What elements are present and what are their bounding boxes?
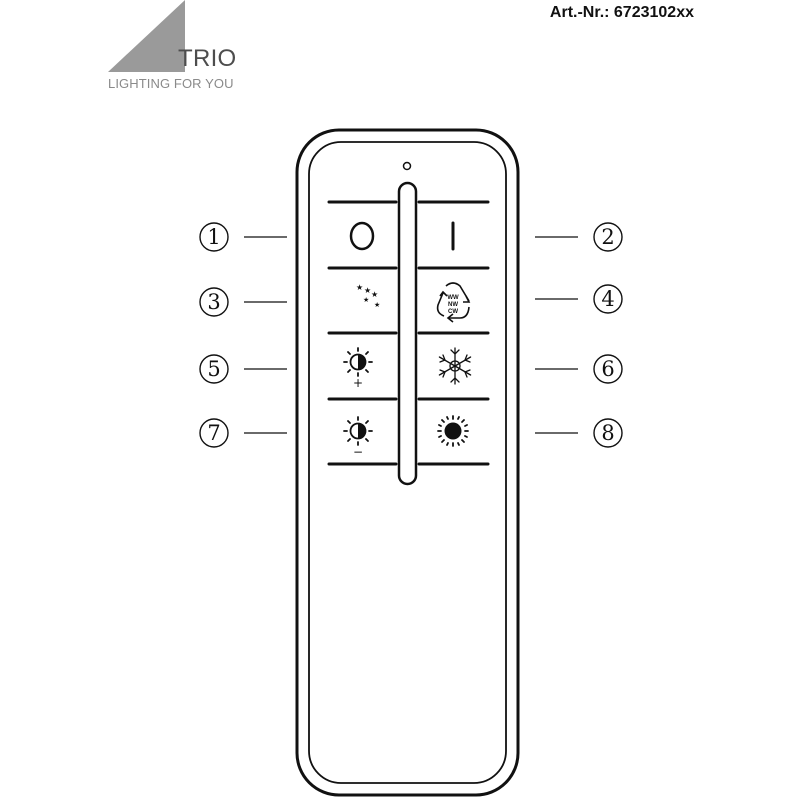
- brightness-down-icon: [344, 417, 372, 445]
- brand-name: TRIO: [178, 45, 237, 72]
- svg-text:★: ★: [374, 301, 381, 309]
- brand-tagline: LIGHTING FOR YOU: [108, 76, 234, 91]
- snowflake-button[interactable]: [439, 348, 470, 384]
- moon-stars-icon: [348, 283, 381, 319]
- brightness-up-button[interactable]: [344, 348, 372, 390]
- off-button[interactable]: [351, 223, 373, 249]
- full-brightness-sun-icon: [438, 416, 468, 446]
- callout-5: [200, 355, 228, 383]
- cct-label-cw: CW: [448, 309, 458, 315]
- power-off-icon: [351, 223, 373, 249]
- callout-number: 5: [207, 357, 221, 381]
- callout-number: 2: [601, 225, 615, 249]
- svg-text:★: ★: [364, 286, 372, 295]
- callout-2: [594, 223, 622, 251]
- center-divider: [399, 183, 416, 484]
- callout-number: 3: [207, 290, 221, 314]
- brightness-down-button[interactable]: [344, 417, 372, 459]
- snowflake-icon: [439, 348, 470, 384]
- plus-sign: +: [352, 376, 364, 390]
- article-number: Art.-Nr.: 6723102xx: [549, 4, 694, 21]
- svg-text:★: ★: [356, 283, 364, 292]
- color-temperature-button[interactable]: [438, 283, 469, 322]
- callout-number: 4: [601, 287, 615, 311]
- callout-3: [200, 288, 228, 316]
- cct-label-nw: NW: [448, 302, 458, 308]
- callout-8: [594, 419, 622, 447]
- night-light-button[interactable]: [348, 283, 381, 319]
- svg-text:★: ★: [371, 290, 379, 299]
- callout-4: [594, 285, 622, 313]
- minus-sign: −: [352, 445, 364, 459]
- callout-number: 1: [207, 225, 221, 249]
- cct-label-ww: WW: [447, 295, 459, 301]
- callout-1: [200, 223, 228, 251]
- callout-number: 6: [601, 357, 615, 381]
- full-brightness-button[interactable]: [438, 416, 468, 446]
- callout-number: 7: [207, 421, 221, 445]
- callout-number: 8: [601, 421, 615, 445]
- led-indicator: [404, 163, 411, 170]
- callout-7: [200, 419, 228, 447]
- svg-text:★: ★: [363, 296, 370, 304]
- callout-6: [594, 355, 622, 383]
- brightness-up-icon: [344, 348, 372, 376]
